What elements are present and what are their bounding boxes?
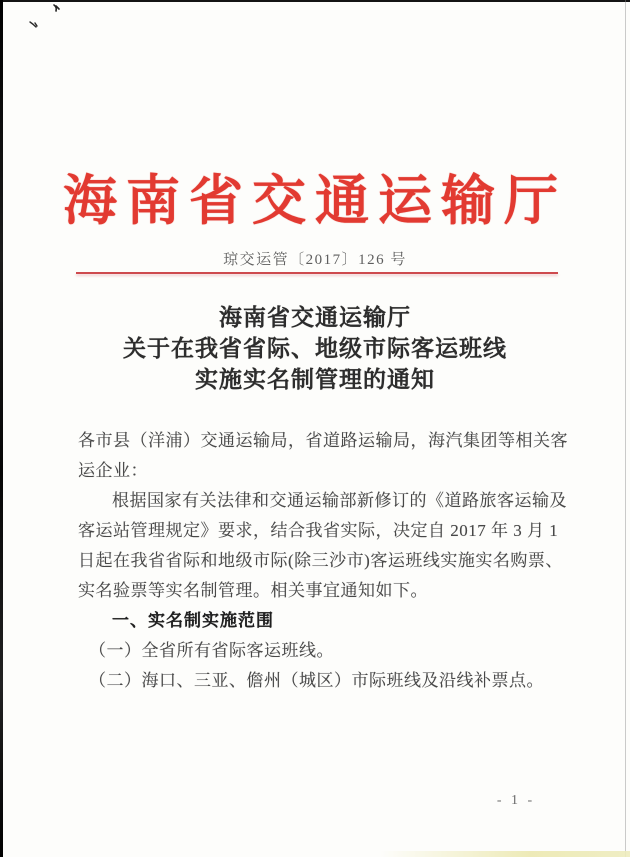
- agency-letterhead: 海南省交通运输厅: [63, 171, 567, 231]
- salutation-line: 运企业：: [78, 461, 148, 480]
- ink-mark-icon: [50, 3, 64, 17]
- salutation-line: 各市县（洋浦）交通运输局，省道路运输局，海汽集团等相关客: [78, 431, 568, 450]
- title-line: 实施实名制管理的通知: [195, 367, 435, 392]
- paragraph-line: 客运站管理规定》要求，结合我省实际，决定自 2017 年 3 月 1: [78, 521, 559, 540]
- section-heading: 一、实名制实施范围: [112, 611, 274, 630]
- title-line: 海南省交通运输厅: [219, 305, 411, 330]
- paragraph-line: 根据国家有关法律和交通运输部新修订的《道路旅客运输及: [112, 491, 567, 510]
- title-line: 关于在我省省际、地级市际客运班线: [123, 336, 507, 361]
- scan-edge-left: [0, 0, 3, 857]
- page-number: - 1 -: [496, 793, 536, 808]
- document-number: 琼交运管〔2017〕126 号: [223, 252, 407, 268]
- list-item: （二）海口、三亚、儋州（城区）市际班线及沿线补票点。: [89, 671, 544, 690]
- document-title: [0, 302, 630, 395]
- ink-mark-icon: [27, 19, 41, 31]
- paragraph-line: 实名验票等实名制管理。相关事宜通知如下。: [78, 581, 428, 600]
- paragraph-line: 日起在我省省际和地级市际(除三沙市)客运班线实施实名购票、: [78, 551, 563, 570]
- scan-stain-bottom: [380, 851, 630, 857]
- document-body: [78, 426, 568, 696]
- red-divider-rule: [76, 272, 558, 274]
- scan-edge-top: [0, 0, 630, 2]
- list-item: （一）全省所有省际客运班线。: [89, 641, 334, 660]
- scan-edge-right: [625, 0, 626, 857]
